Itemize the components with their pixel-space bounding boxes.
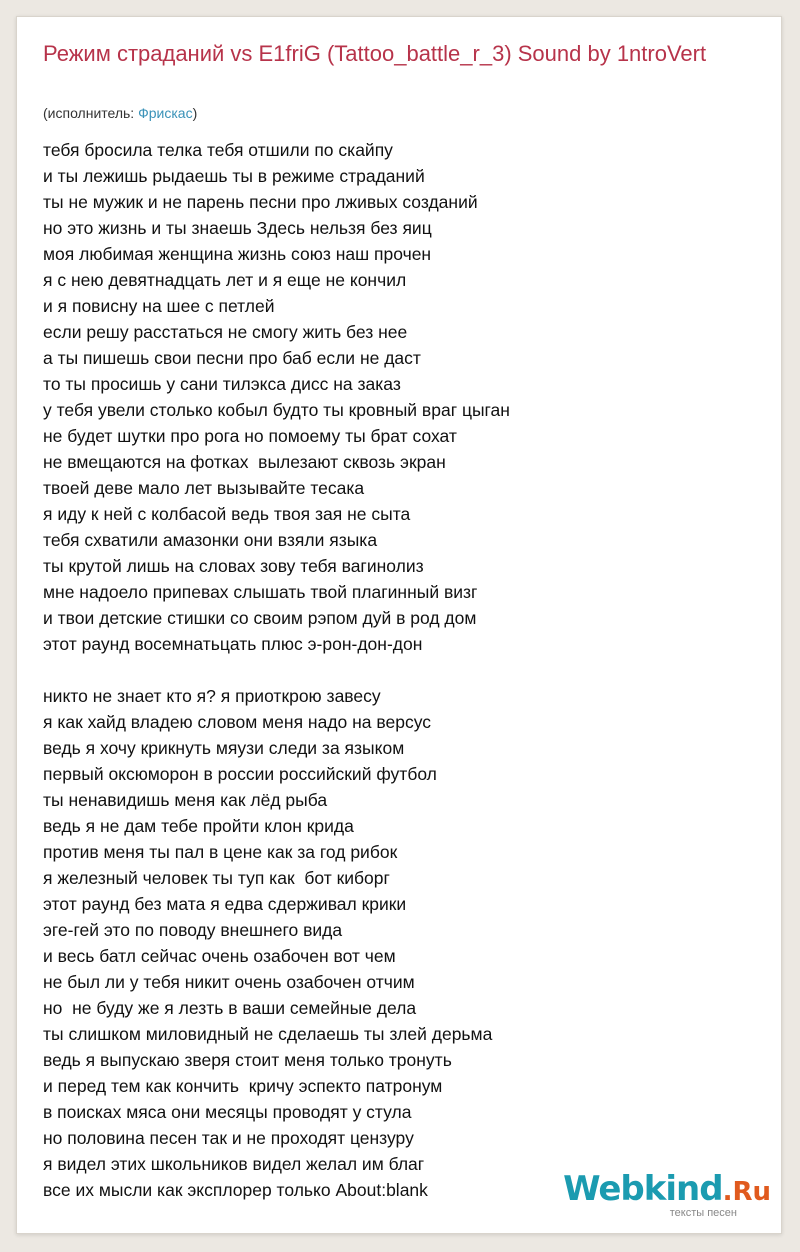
webkind-logo[interactable] bbox=[563, 1169, 771, 1225]
lyrics-line: мне надоело припевах слышать твой плагинный визг bbox=[43, 582, 478, 602]
artist-prefix: (исполнитель: bbox=[43, 105, 139, 121]
lyrics-line: этот раунд без мата я едва сдерживал крики bbox=[43, 894, 407, 914]
logo-wordmark bbox=[563, 1169, 771, 1212]
lyrics-line: я с нею девятнадцать лет и я еще не кончил bbox=[43, 270, 407, 290]
lyrics-line: все их мысли как эксплорер только About:blank bbox=[43, 1180, 428, 1200]
lyrics-line: и перед тем как кончить кричу эспекто патронум bbox=[43, 1076, 443, 1096]
artist-line bbox=[43, 104, 197, 122]
lyrics-line: и ты лежишь рыдаешь ты в режиме страданий bbox=[43, 166, 425, 186]
lyrics-line: если решу расстаться не смогу жить без нее bbox=[43, 322, 408, 342]
lyrics-line: но это жизнь и ты знаешь Здесь нельзя без яиц bbox=[43, 218, 432, 238]
lyrics-line: не вмещаются на фотках вылезают сквозь экран bbox=[43, 452, 446, 472]
page-title: Режим страданий vs E1friG (Tattoo_battle_r_3) Sound by 1ntroVert bbox=[43, 41, 707, 66]
lyrics-line: в поисках мяса они месяцы проводят у стула bbox=[43, 1102, 412, 1122]
lyrics-line: и весь батл сейчас очень озабочен вот чем bbox=[43, 946, 396, 966]
lyrics-line: то ты просишь у сани тилэкса дисс на заказ bbox=[43, 374, 401, 394]
lyrics-line: я железный человек ты туп как бот киборг bbox=[43, 868, 390, 888]
lyrics-line: против меня ты пал в цене как за год рибок bbox=[43, 842, 398, 862]
lyrics-line: ведь я выпускаю зверя стоит меня только тронуть bbox=[43, 1050, 452, 1070]
lyrics-line: но половина песен так и не проходят цензуру bbox=[43, 1128, 414, 1148]
lyrics-line: ты не мужик и не парень песни про лживых созданий bbox=[43, 192, 478, 212]
lyrics-line: ты крутой лишь на словах зову тебя вагинолиз bbox=[43, 556, 424, 576]
lyrics-line: эге-гей это по поводу внешнего вида bbox=[43, 920, 343, 940]
lyrics-line: а ты пишешь свои песни про баб если не даст bbox=[43, 348, 421, 368]
lyrics-blank-line bbox=[43, 657, 763, 683]
lyrics-line: я как хайд владею словом меня надо на версус bbox=[43, 712, 431, 732]
logo-tld: .Ru bbox=[722, 1177, 771, 1207]
lyrics-line: моя любимая женщина жизнь союз наш прочен bbox=[43, 244, 432, 264]
lyrics-line: ведь я хочу крикнуть мяузи следи за языком bbox=[43, 738, 405, 758]
logo-tagline: тексты песен bbox=[669, 1207, 737, 1219]
lyrics-line: и твои детские стишки со своим рэпом дуй в род дом bbox=[43, 608, 477, 628]
lyrics-line: ты ненавидишь меня как лёд рыба bbox=[43, 790, 328, 810]
lyrics-line: но не буду же я лезть в ваши семейные дела bbox=[43, 998, 417, 1018]
lyrics-line: первый оксюморон в россии российский футбол bbox=[43, 764, 437, 784]
lyrics-text bbox=[43, 137, 763, 1203]
lyrics-line: тебя схватили амазонки они взяли языка bbox=[43, 530, 378, 550]
lyrics-line: твоей деве мало лет вызывайте тесака bbox=[43, 478, 365, 498]
lyrics-line: ведь я не дам тебе пройти клон крида bbox=[43, 816, 354, 836]
lyrics-line: тебя бросила телка тебя отшили по скайпу bbox=[43, 140, 393, 160]
artist-suffix: ) bbox=[192, 105, 198, 121]
lyrics-line: у тебя увели столько кобыл будто ты кровный враг цыган bbox=[43, 400, 510, 420]
logo-word: Webkind bbox=[563, 1169, 723, 1209]
lyrics-line: не был ли у тебя никит очень озабочен отчим bbox=[43, 972, 415, 992]
lyrics-line: не будет шутки про рога но помоему ты брат сохат bbox=[43, 426, 457, 446]
lyrics-card bbox=[16, 16, 782, 1234]
lyrics-line: и я повисну на шее с петлей bbox=[43, 296, 275, 316]
artist-link[interactable]: Фрискас bbox=[138, 105, 193, 121]
lyrics-line: я иду к ней с колбасой ведь твоя зая не сыта bbox=[43, 504, 411, 524]
lyrics-line: я видел этих школьников видел желал им благ bbox=[43, 1154, 425, 1174]
lyrics-line: этот раунд восемнатьцать плюс э-рон-дон-дон bbox=[43, 634, 423, 654]
lyrics-line: никто не знает кто я? я приоткрою завесу bbox=[43, 686, 381, 706]
lyrics-line: ты слишком миловидный не сделаешь ты злей дерьма bbox=[43, 1024, 493, 1044]
